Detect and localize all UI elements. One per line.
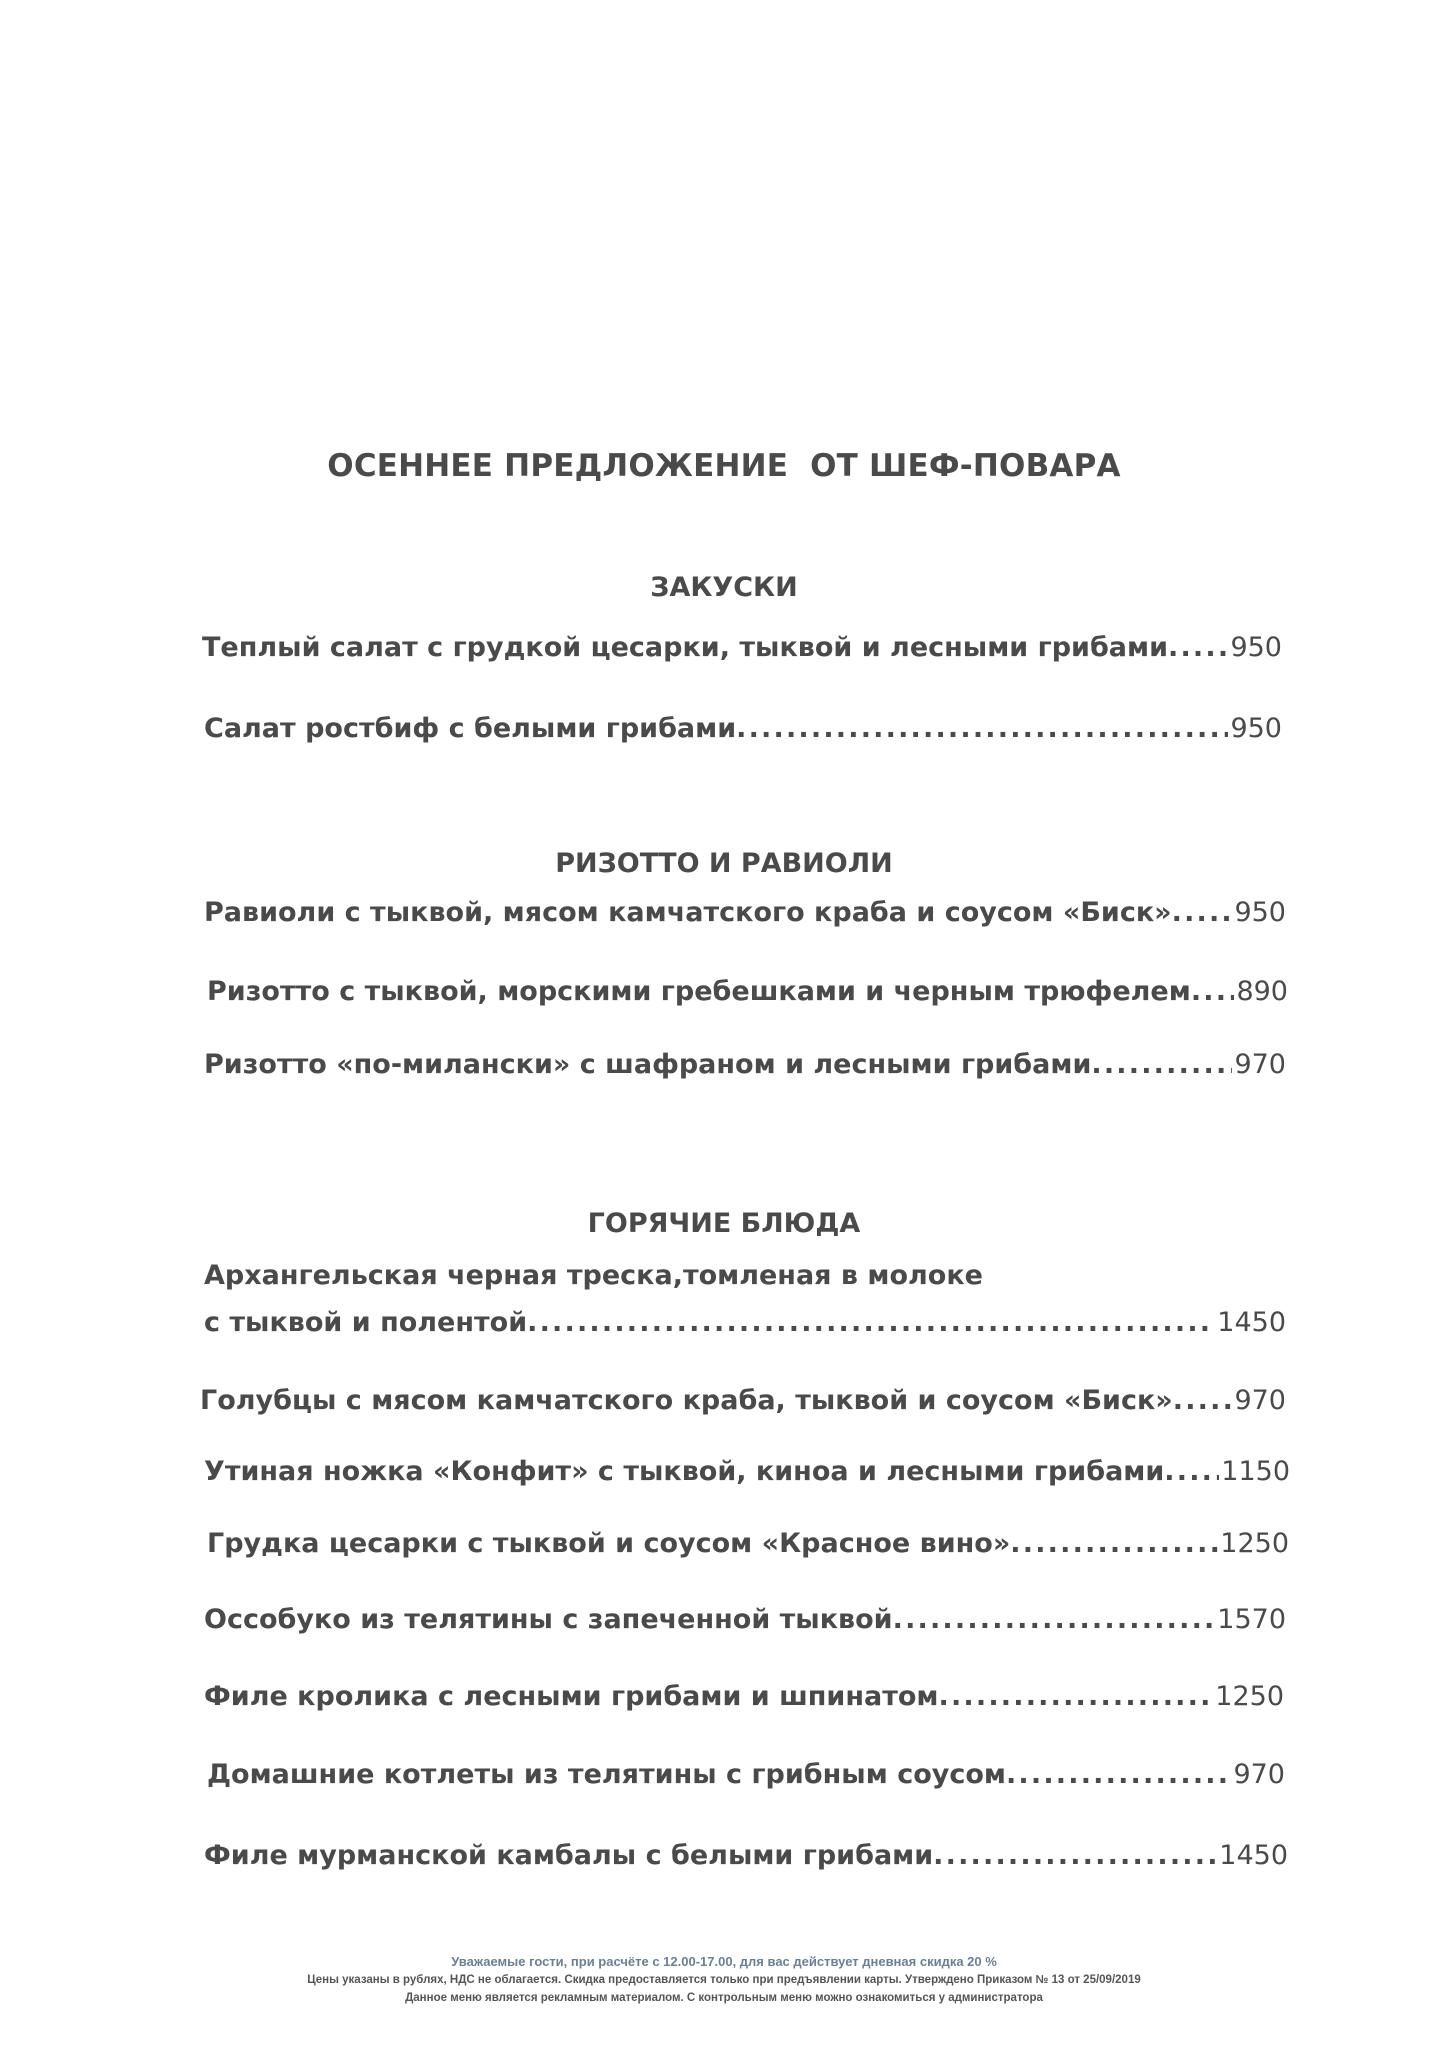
menu-item-name: Оссобуко из телятины с запеченной тыквой [204,1604,893,1635]
menu-item-price: 970 [1234,1049,1286,1080]
menu-item-name: с тыквой и полентой [204,1307,528,1338]
menu-title: ОСЕННЕЕ ПРЕДЛОЖЕНИЕ ОТ ШЕФ-ПОВАРА [327,448,1121,484]
menu-item-name: Теплый салат с грудкой цесарки, тыквой и лесными грибами [202,632,1169,663]
dot-leader [1091,1048,1232,1082]
footer-discount-note: Уважаемые гости, при расчёте с 12.00-17.00, для вас действует дневная скидка 20 % [451,1954,997,1969]
menu-item-name: Салат ростбиф с белыми грибами [204,713,737,744]
menu-item-price: 890 [1236,976,1288,1007]
dot-leader [1010,1527,1218,1561]
menu-item-name: Филе мурманской камбалы с белыми грибами [204,1840,934,1871]
menu-item-price: 1450 [1217,1307,1286,1338]
footer-disclaimer: Данное меню является рекламным материалом. С контрольным меню можно ознакомиться у администратора [405,1992,1043,2004]
menu-item-price: 1250 [1220,1528,1289,1559]
section-title-risotto-ravioli: РИЗОТТО И РАВИОЛИ [555,848,893,879]
dot-leader [1006,1758,1231,1792]
menu-item-name: Голубцы с мясом камчатского краба, тыквой и соусом «Биск» [200,1385,1173,1416]
section-title-hot-dishes: ГОРЯЧИЕ БЛЮДА [587,1208,861,1239]
dot-leader [527,1306,1215,1340]
dot-leader [1191,975,1235,1009]
dot-leader [933,1839,1217,1873]
menu-item-price: 1570 [1217,1604,1286,1635]
menu-item-price: 1150 [1221,1456,1290,1487]
menu-item-name-line1: Архангельская черная треска,томленая в молоке [204,1260,983,1291]
dot-leader [736,712,1228,746]
menu-item-name: Домашние котлеты из телятины с грибным соусом [207,1759,1006,1790]
menu-item-price: 1250 [1215,1681,1284,1712]
section-title-appetizers: ЗАКУСКИ [650,572,798,603]
menu-item-name: Равиоли с тыквой, мясом камчатского краба и соусом «Биск» [204,897,1172,928]
dot-leader [1164,1455,1219,1489]
dot-leader [939,1680,1214,1714]
menu-item-price: 970 [1234,1385,1286,1416]
menu-item-price: 1450 [1219,1840,1288,1871]
menu-item-price: 950 [1230,632,1282,663]
footer-price-note: Цены указаны в рублях, НДС не облагается. Скидка предоставляется только при предъявлении карты. Утверждено Приказом № 13 от 25/09/2019 [307,1974,1141,1986]
dot-leader [1172,896,1233,930]
dot-leader [1173,1384,1233,1418]
dot-leader [1168,631,1228,665]
menu-item-name: Ризотто с тыквой, морскими гребешками и черным трюфелем [207,976,1191,1007]
menu-item-price: 950 [1234,897,1286,928]
dot-leader [893,1603,1216,1637]
menu-item-name: Филе кролика с лесными грибами и шпинатом [204,1681,939,1712]
menu-item-name: Ризотто «по-милански» с шафраном и лесными грибами [204,1049,1092,1080]
menu-item-price: 950 [1230,713,1282,744]
menu-item-name: Утиная ножка «Конфит» с тыквой, киноа и лесными грибами [204,1456,1165,1487]
menu-item-price: 970 [1233,1759,1285,1790]
menu-item-name: Грудка цесарки с тыквой и соусом «Красное вино» [207,1528,1011,1559]
